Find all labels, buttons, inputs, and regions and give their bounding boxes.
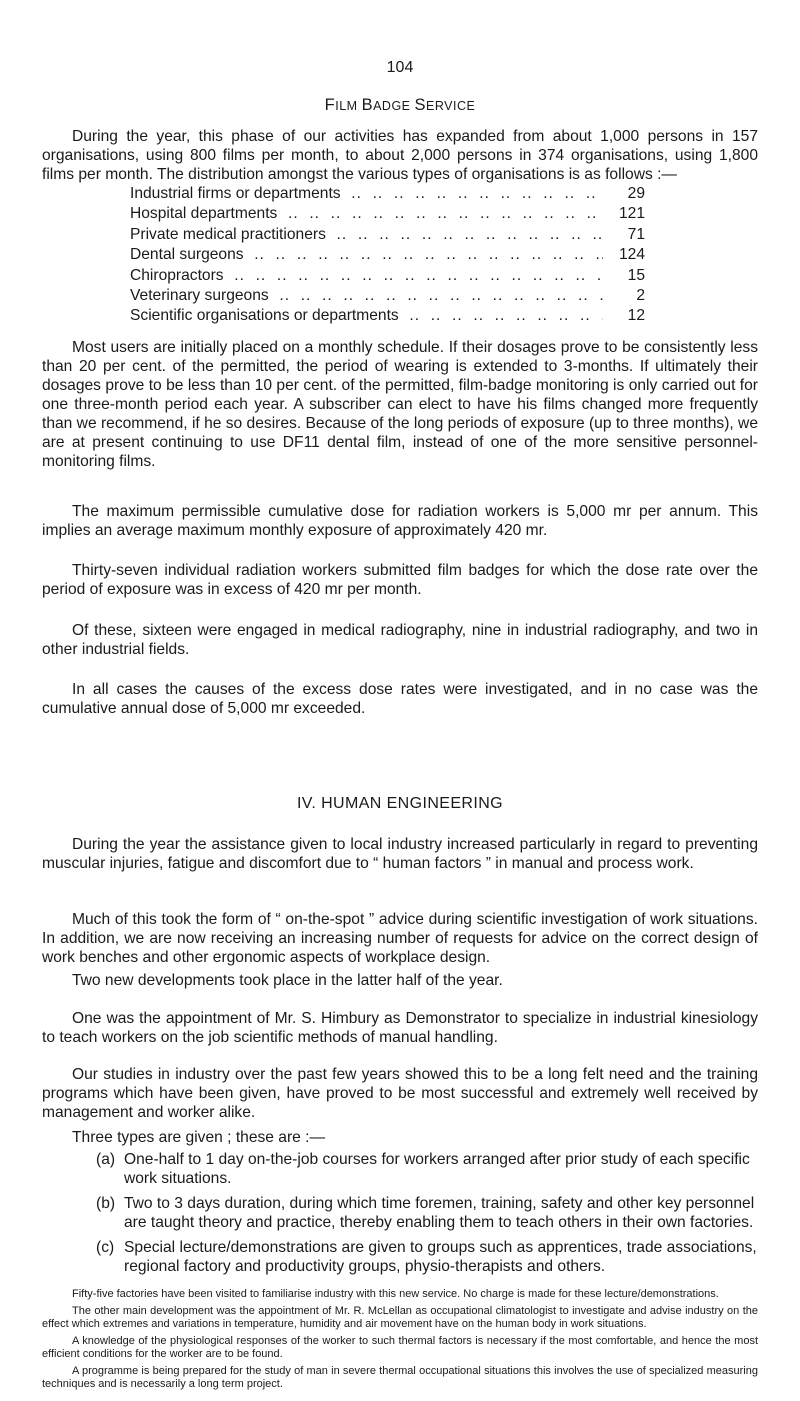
section-heading-human-engineering: IV. HUMAN ENGINEERING: [296, 795, 504, 812]
paragraph-three-types: Three types are given ; these are :—: [72, 1129, 326, 1146]
list-item: Scientific organisations or departments .. . 12: [130, 306, 645, 326]
organisation-distribution-list: [130, 184, 645, 327]
paragraph-on-the-spot: Much of this took the form of “ on-the-spot ” advice during scientific investigation of work situations. In addition, we are now receiving an increasing number of requests for advice on the correct design of work benches and other ergonomic aspects of workplace design.: [42, 911, 758, 966]
film-badge-intro: During the year, this phase of our activities has expanded from about 1,000 persons in 157 organisations, using 800 films per month, to about 2,000 persons in 374 organisations, using 1,800 films per month. The distribution amongst the various types of organisations is as follows :—: [42, 128, 758, 183]
section-heading-film-badge: FILM BADGE SERVICE: [324, 96, 476, 114]
paragraph-radiography-breakdown: Of these, sixteen were engaged in medical radiography, nine in industrial radiography, and two in other industrial fields.: [42, 622, 758, 658]
paragraph-thermal-responses: A knowledge of the physiological responses of the worker to such thermal factors is necessary if the most comfortable, and hence the most efficient conditions for the worker are to be found.: [42, 1335, 758, 1360]
paragraph-excess-badges: Thirty-seven individual radiation workers submitted film badges for which the dose rate over the period of exposure was in excess of 420 mr per month.: [42, 562, 758, 598]
page-number: 104: [386, 59, 414, 76]
paragraph-himbury: One was the appointment of Mr. S. Himbury as Demonstrator to specialize in industrial kinesiology to teach workers on the job scientific methods of manual handling.: [42, 1010, 758, 1046]
paragraph-monitoring-schedule: Most users are initially placed on a monthly schedule. If their dosages prove to be consistently less than 20 per cent. of the permitted, the period of wearing is extended to 3-months. If ultimately their dosages prove to be less than 10 per cent. of the permitted, film-badge monitoring is only carried out for one three-month period each year. A subscriber can elect to have his films changed more frequently than we recommend, if he so desires. Because of the long periods of exposure (up to three months), we are at present continuing to use DF11 dental film, instead of one of the more sensitive personnel-monitoring films.: [42, 339, 758, 470]
list-item: (a) One-half to 1 day on-the-job courses for workers arranged after prior study of each specific work situations.: [96, 1151, 750, 1187]
list-item: (c) Special lecture/demonstrations are given to groups such as apprentices, trade associations, regional factory and productivity groups, physio-therapists and others.: [96, 1239, 757, 1275]
list-item: Industrial firms or departments .. . 29: [130, 184, 645, 204]
list-item: Dental surgeons .. . 124: [130, 245, 645, 265]
paragraph-maximum-dose: The maximum permissible cumulative dose for radiation workers is 5,000 mr per annum. This implies an average maximum monthly exposure of approximately 420 mr.: [42, 503, 758, 539]
list-item: Chiropractors .. . 15: [130, 266, 645, 286]
list-item: Hospital departments .. . 121: [130, 204, 645, 224]
paragraph-studies: Our studies in industry over the past few years showed this to be a long felt need and the training programs which have been given, have proved to be most successful and extremely well received by management and worker alike.: [42, 1066, 758, 1121]
list-item: Veterinary surgeons .. . 2: [130, 286, 645, 306]
paragraph-factories-visited: Fifty-five factories have been visited to familiarise industry with this new service. No charge is made for these lecture/demonstrations.: [72, 1288, 719, 1300]
paragraph-new-developments: Two new developments took place in the latter half of the year.: [72, 972, 503, 989]
paragraph-assistance: During the year the assistance given to local industry increased particularly in regard to preventing muscular injuries, fatigue and discomfort due to “ human factors ” in manual and process work.: [42, 836, 758, 872]
paragraph-programme: A programme is being prepared for the study of man in severe thermal occupational situations this involves the use of specialized measuring techniques and is necessarily a long term project.: [42, 1365, 758, 1390]
list-item: (b) Two to 3 days duration, during which time foremen, training, safety and other key personnel are taught theory and practice, thereby enabling them to teach others in their own factories.: [96, 1195, 755, 1231]
course-types-list: [96, 1150, 758, 1282]
paragraph-investigation: In all cases the causes of the excess dose rates were investigated, and in no case was the cumulative annual dose of 5,000 mr exceeded.: [42, 681, 758, 717]
list-item: Private medical practitioners .. . 71: [130, 225, 645, 245]
paragraph-mclellan: The other main development was the appointment of Mr. R. McLellan as occupational climatologist to investigate and advise industry on the effect which extremes and variations in temperature, humidity and air movement have on the human body in work situations.: [42, 1305, 758, 1330]
